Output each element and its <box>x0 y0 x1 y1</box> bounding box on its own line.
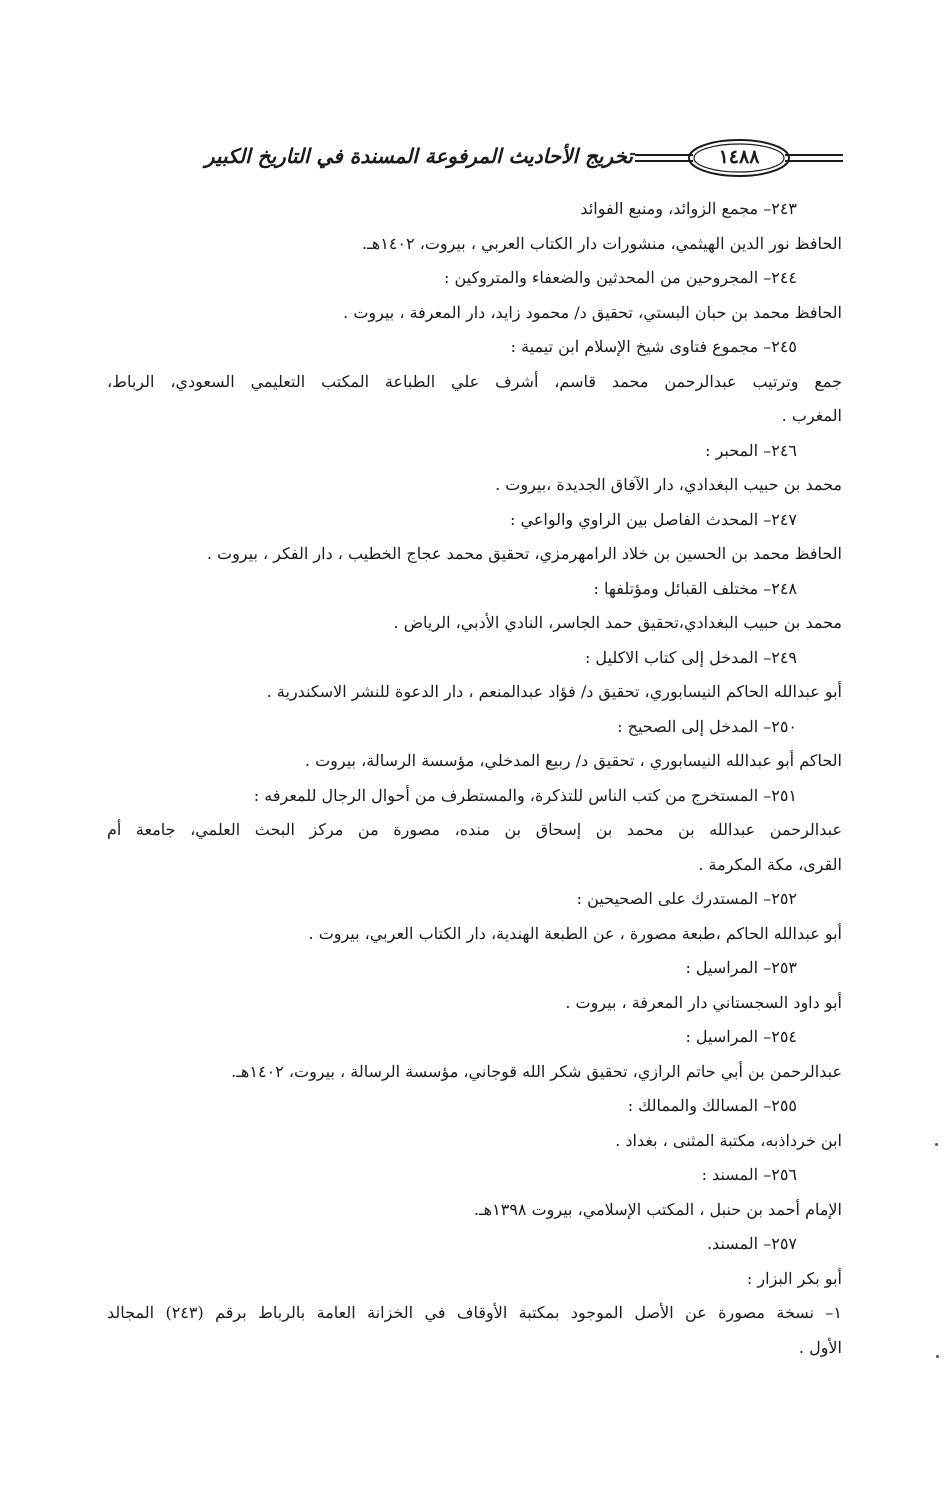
detail-line: الحافظ محمد بن حبان البستي، تحقيق د/ محمود زايد، دار المعرفة ، بيروت . <box>343 302 842 322</box>
scan-speck <box>936 1355 939 1358</box>
entry-line: ٢٤٦– المحبر : <box>705 440 797 460</box>
entry-line: ٢٤٣– مجمع الزوائد، ومنبع الفوائد <box>580 199 797 218</box>
detail-line: الحافظ محمد بن الحسين بن خلاد الرامهرمزي، تحقيق محمد عجاج الخطيب ، دار الفكر ، بيروت . <box>206 544 842 563</box>
detail-line: محمد بن حبيب البغدادي،تحقيق حمد الجاسر، النادي الأدبي، الرياض . <box>393 613 842 632</box>
detail-line: جمع وترتيب عبدالرحمن محمد قاسم، أشرف علي الطباعة المكتب التعليمي السعودي، الرباط، <box>107 371 842 391</box>
entry-line: ٢٥٧– المسند. <box>706 1234 797 1253</box>
detail-line: الحافظ نور الدين الهيثمي، منشورات دار الكتاب العربي ، بيروت، ١٤٠٢هـ. <box>362 233 842 253</box>
entry-line: ٢٤٨– مختلف القبائل ومؤتلفها : <box>593 578 797 598</box>
entry-line: ٢٤٤– المجروحين من المحدثين والضعفاء والمتروكين : <box>444 268 797 287</box>
entry-line: ٢٥٥– المسالك والممالك : <box>627 1096 797 1115</box>
detail-line: ١– نسخة مصورة عن الأصل الموجود بمكتبة الأوقاف في الخزانة العامة بالرباط برقم (٢٤٣) المجالد <box>107 1303 842 1322</box>
detail-line: أبو بكر البزار : <box>746 1268 842 1288</box>
page-header <box>88 136 843 182</box>
detail-line: عبدالرحمن بن أبي حاتم الرازي، تحقيق شكر الله قوجاني، مؤسسة الرسالة ، بيروت، ١٤٠٢هـ. <box>231 1061 842 1081</box>
scan-speck <box>935 1143 938 1146</box>
detail-line: القرى، مكة المكرمة . <box>698 854 842 874</box>
entry-line: ٢٥٦– المسند : <box>701 1165 797 1184</box>
detail-line: ابن خرداذبه، مكتبة المثنى ، بغداد . <box>615 1130 842 1150</box>
running-title: تخريج الأحاديث المرفوعة المسندة في التاريخ الكبير <box>204 144 633 168</box>
detail-line: أبو عبدالله الحاكم ،طبعة مصورة ، عن الطبعة الهندية، دار الكتاب العربي، بيروت . <box>308 923 842 943</box>
page-number: ١٤٨٨ <box>718 146 760 168</box>
detail-line: محمد بن حبيب البغدادي، دار الآفاق الجديدة ،بيروت . <box>495 475 842 494</box>
entry-line: ٢٥٤– المراسيل : <box>685 1027 797 1046</box>
detail-line: الإمام أحمد بن حنبل ، المكتب الإسلامي، بيروت ١٣٩٨هـ. <box>473 1199 842 1219</box>
entry-line: ٢٥٣– المراسيل : <box>685 958 797 977</box>
entry-line: ٢٤٩– المدخل إلى كتاب الاكليل : <box>584 647 797 667</box>
entry-line: ٢٤٧– المحدث الفاصل بين الراوي والواعي : <box>510 509 797 529</box>
detail-line: الحاكم أبو عبدالله النيسابوري ، تحقيق د/ ربيع المدخلي، مؤسسة الرسالة، بيروت . <box>304 751 842 770</box>
entry-line: ٢٥١– المستخرج من كتب الناس للتذكرة، والمستطرف من أحوال الرجال للمعرفه : <box>253 785 797 805</box>
entry-line: ٢٥٢– المستدرك على الصحيحين : <box>576 889 797 908</box>
detail-line: الأول . <box>798 1337 842 1357</box>
detail-line: أبو عبدالله الحاكم النيسابوري، تحقيق د/ فؤاد عبدالمنعم ، دار الدعوة للنشر الاسكندرية . <box>266 682 842 701</box>
entry-line: ٢٤٥– مجموع فتاوى شيخ الإسلام ابن تيمية : <box>510 337 797 356</box>
entry-line: ٢٥٠– المدخل إلى الصحيح : <box>617 716 797 736</box>
bibliography-list <box>107 192 842 1365</box>
detail-line: عبدالرحمن عبدالله بن محمد بن إسحاق بن منده، مصورة من مركز البحث العلمي، جامعة أم <box>107 820 842 839</box>
detail-line: أبو داود السجستاني دار المعرفة ، بيروت . <box>565 992 842 1012</box>
detail-line: المغرب . <box>781 406 842 425</box>
